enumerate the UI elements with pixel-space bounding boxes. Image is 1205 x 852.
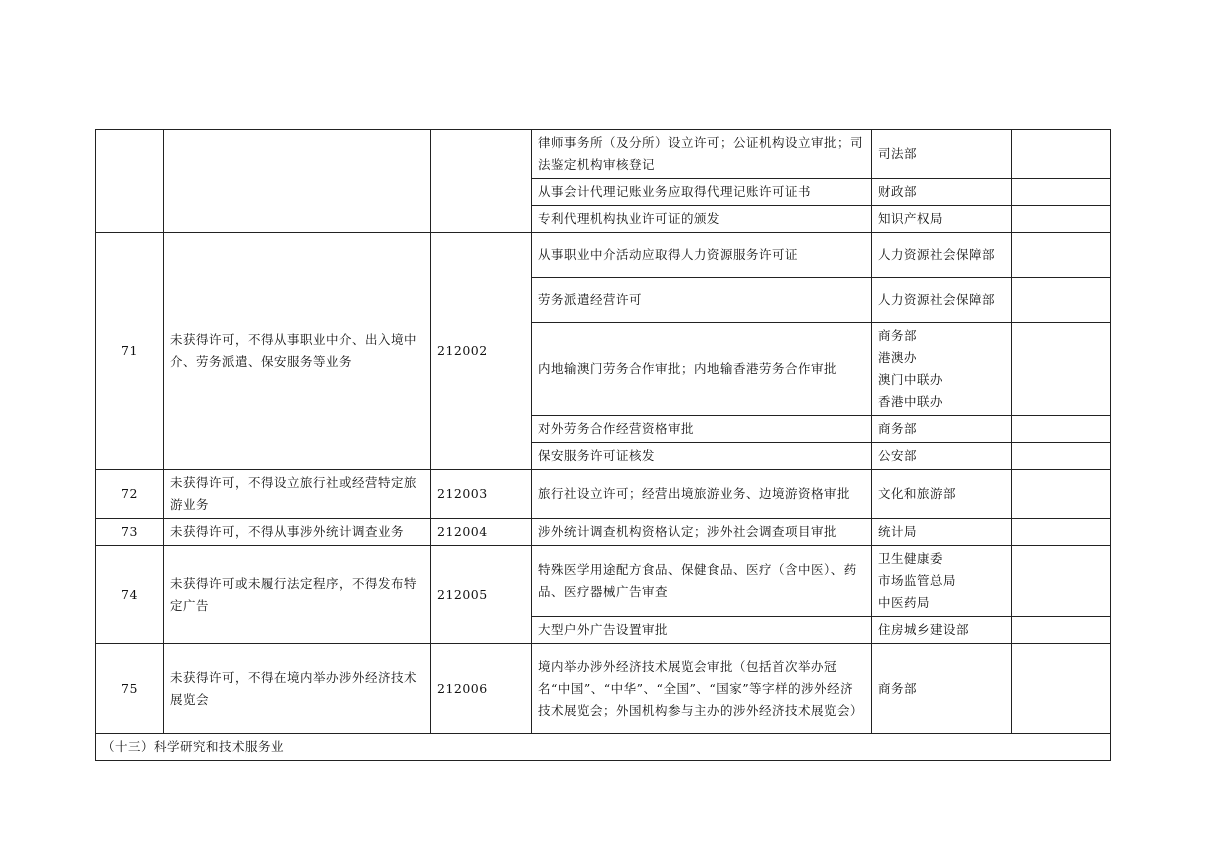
cell-item: 从事会计代理记账业务应取得代理记账许可证书	[532, 179, 872, 206]
cell-dept: 人力资源社会保障部	[872, 233, 1012, 278]
cell-desc: 未获得许可，不得从事职业中介、出入境中介、劳务派遣、保安服务等业务	[164, 233, 431, 470]
cell-note	[1012, 233, 1111, 278]
cell-item: 境内举办涉外经济技术展览会审批（包括首次举办冠名“中国”、“中华”、“全国”、“国家”等字样的涉外经济技术展览会；外国机构参与主办的涉外经济技术展览会）	[532, 644, 872, 734]
section-row	[96, 734, 1111, 761]
cell-dept: 知识产权局	[872, 206, 1012, 233]
section-title: （十三）科学研究和技术服务业	[96, 734, 1111, 761]
table-row	[96, 546, 1111, 617]
cell-dept: 商务部	[872, 416, 1012, 443]
cell-note	[1012, 416, 1111, 443]
dept-line: 市场监管总局	[878, 573, 957, 588]
cell-no: 73	[96, 519, 164, 546]
cell-dept	[872, 323, 1012, 416]
measures-table	[95, 129, 1111, 761]
cell-item: 律师事务所（及分所）设立许可；公证机构设立审批；司法鉴定机构审核登记	[532, 130, 872, 179]
cell-dept: 文化和旅游部	[872, 470, 1012, 519]
cell-code: 212002	[431, 233, 532, 470]
dept-line: 港澳办	[878, 350, 918, 365]
cell-note	[1012, 470, 1111, 519]
table-row	[96, 644, 1111, 734]
dept-line: 中医药局	[878, 595, 931, 610]
cell-item: 涉外统计调查机构资格认定；涉外社会调查项目审批	[532, 519, 872, 546]
cell-dept: 财政部	[872, 179, 1012, 206]
cell-note	[1012, 323, 1111, 416]
cell-dept: 公安部	[872, 443, 1012, 470]
cell-item: 特殊医学用途配方食品、保健食品、医疗（含中医）、药品、医疗器械广告审查	[532, 546, 872, 617]
cell-item: 保安服务许可证核发	[532, 443, 872, 470]
cell-no: 75	[96, 644, 164, 734]
table-row	[96, 130, 1111, 179]
cell-note	[1012, 179, 1111, 206]
cell-dept: 人力资源社会保障部	[872, 278, 1012, 323]
cell-note	[1012, 130, 1111, 179]
cell-no: 74	[96, 546, 164, 644]
cell-dept	[872, 546, 1012, 617]
cell-note	[1012, 644, 1111, 734]
cell-no	[96, 130, 164, 233]
cell-note	[1012, 617, 1111, 644]
table-row	[96, 470, 1111, 519]
cell-item: 大型户外广告设置审批	[532, 617, 872, 644]
cell-desc: 未获得许可，不得从事涉外统计调查业务	[164, 519, 431, 546]
dept-line: 卫生健康委	[878, 551, 944, 566]
cell-item: 旅行社设立许可；经营出境旅游业务、边境游资格审批	[532, 470, 872, 519]
table-row	[96, 519, 1111, 546]
cell-item: 从事职业中介活动应取得人力资源服务许可证	[532, 233, 872, 278]
cell-code: 212006	[431, 644, 532, 734]
cell-desc: 未获得许可或未履行法定程序，不得发布特定广告	[164, 546, 431, 644]
cell-desc: 未获得许可，不得在境内举办涉外经济技术展览会	[164, 644, 431, 734]
cell-item: 劳务派遣经营许可	[532, 278, 872, 323]
cell-note	[1012, 519, 1111, 546]
cell-dept: 商务部	[872, 644, 1012, 734]
cell-code: 212003	[431, 470, 532, 519]
dept-line: 香港中联办	[878, 394, 944, 409]
cell-code: 212004	[431, 519, 532, 546]
cell-dept: 统计局	[872, 519, 1012, 546]
cell-code	[431, 130, 532, 233]
table-row	[96, 233, 1111, 278]
cell-note	[1012, 206, 1111, 233]
cell-no: 72	[96, 470, 164, 519]
cell-item: 内地输澳门劳务合作审批；内地输香港劳务合作审批	[532, 323, 872, 416]
cell-note	[1012, 278, 1111, 323]
cell-desc	[164, 130, 431, 233]
dept-line: 商务部	[878, 328, 918, 343]
cell-code: 212005	[431, 546, 532, 644]
cell-dept: 司法部	[872, 130, 1012, 179]
cell-item: 专利代理机构执业许可证的颁发	[532, 206, 872, 233]
cell-note	[1012, 546, 1111, 617]
dept-line: 澳门中联办	[878, 372, 944, 387]
cell-item: 对外劳务合作经营资格审批	[532, 416, 872, 443]
cell-no: 71	[96, 233, 164, 470]
cell-note	[1012, 443, 1111, 470]
cell-dept: 住房城乡建设部	[872, 617, 1012, 644]
cell-desc: 未获得许可，不得设立旅行社或经营特定旅游业务	[164, 470, 431, 519]
